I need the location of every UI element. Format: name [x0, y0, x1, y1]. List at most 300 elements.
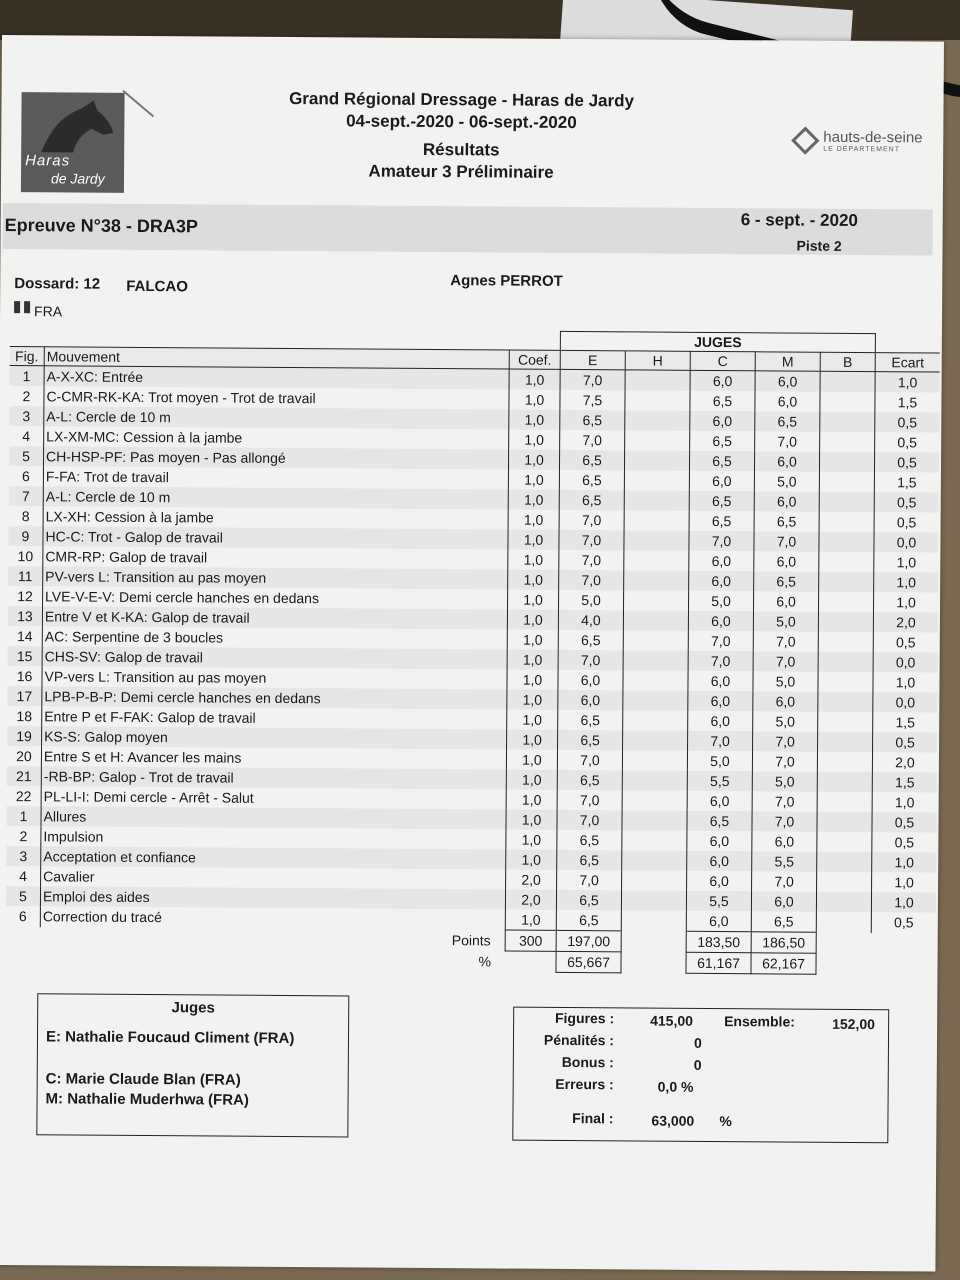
table-cell: CH-HSP-PF: Pas moyen - Pas allongé [43, 446, 508, 469]
logo-text-2: de Jardy [50, 170, 105, 187]
table-cell: 6,5 [558, 710, 623, 730]
category-title: Amateur 3 Préliminaire [368, 161, 554, 182]
table-cell [621, 890, 686, 910]
table-cell: 1,0 [509, 369, 560, 390]
table-cell: 6,5 [754, 511, 819, 531]
table-cell: 1,0 [895, 674, 916, 691]
table-cell: 1,0 [894, 794, 915, 811]
table-cell: 19 [7, 726, 42, 746]
table-cell: 7,0 [557, 870, 622, 890]
table-cell: 5,5 [686, 891, 751, 911]
table-cell: 6,5 [556, 890, 621, 910]
table-cell [621, 910, 686, 931]
table-cell [819, 472, 874, 492]
table-cell: 16 [7, 666, 42, 686]
table-cell: 5,0 [688, 591, 753, 611]
table-cell: 0,5 [896, 514, 917, 531]
table-cell: 0,5 [874, 452, 939, 472]
table-cell: 1,0 [506, 830, 557, 850]
table-cell: 12 [8, 586, 43, 606]
table-cell [818, 592, 873, 612]
table-cell: 1,0 [508, 530, 559, 550]
table-cell: 7,5 [560, 390, 625, 410]
table-cell: 6 [6, 906, 41, 927]
table-cell: Entre V et K-KA: Galop de travail [42, 606, 507, 629]
table-cell: 1,0 [896, 554, 917, 571]
table-cell: 7,0 [557, 790, 622, 810]
table-cell: PL-LI-I: Demi cercle - Arrêt - Salut [41, 786, 506, 809]
table-cell [622, 830, 687, 850]
table-cell [624, 570, 689, 590]
bonus-value: 0 [693, 1056, 702, 1073]
table-cell: 1,5 [897, 394, 918, 411]
table-cell: 6,0 [689, 471, 754, 491]
table-cell: 6,0 [754, 451, 819, 471]
table-cell [624, 550, 689, 570]
table-cell [622, 870, 687, 890]
table-cell [622, 790, 687, 810]
table-cell [818, 712, 873, 732]
table-cell [622, 750, 687, 770]
table-cell: 1,0 [508, 490, 559, 510]
results-sheet [0, 35, 944, 1272]
ensemble-value: 152,00 [832, 1015, 875, 1033]
penalites-value: 0 [693, 1034, 702, 1051]
table-cell: LVE-V-E-V: Demi cercle hanches en dedans [43, 586, 508, 609]
column-header: Ecart [875, 353, 940, 372]
table-cell: 1,0 [505, 910, 556, 931]
table-cell [624, 510, 689, 530]
table-cell: 6 [9, 466, 44, 486]
table-cell: 7,0 [752, 871, 817, 891]
table-cell: 7,0 [753, 651, 818, 671]
table-cell [819, 492, 874, 512]
table-cell: 1,0 [508, 570, 559, 590]
table-cell: Impulsion [41, 826, 506, 849]
table-cell: 7,0 [557, 750, 622, 770]
table-cell: 0,5 [894, 834, 915, 851]
table-cell: 1,0 [894, 874, 914, 891]
table-cell: Acceptation et confiance [41, 846, 506, 869]
haras-de-jardy-logo [21, 92, 125, 193]
table-cell: 1,0 [506, 750, 557, 770]
table-cell: 1,0 [508, 550, 559, 570]
column-header: E [560, 350, 625, 369]
table-cell: 2 [9, 386, 44, 406]
table-cell: 7,0 [753, 631, 818, 651]
table-cell [623, 730, 688, 750]
table-cell: 1,0 [506, 850, 557, 870]
table-cell: 6,0 [558, 690, 623, 710]
horse-name: FALCAO [126, 277, 188, 296]
table-cell: 6,0 [687, 871, 752, 891]
table-cell [625, 430, 690, 450]
table-cell [818, 672, 873, 692]
table-cell: 1,0 [507, 650, 558, 670]
erreurs-value: 0,0 % [657, 1078, 694, 1095]
table-cell [817, 852, 872, 872]
table-cell: 7 [9, 486, 44, 506]
judges-title: Juges [171, 999, 215, 1017]
table-cell: 6,5 [559, 490, 624, 510]
table-cell: 1,0 [896, 594, 916, 611]
results-title: Résultats [422, 139, 500, 160]
table-cell: VP-vers L: Transition au pas moyen [42, 666, 507, 689]
table-cell: 6,0 [558, 670, 623, 690]
bonus-label: Bonus : [561, 1053, 614, 1071]
table-cell: Correction du tracé [40, 906, 505, 930]
ensemble-label: Ensemble: [724, 1013, 796, 1030]
table-cell [818, 692, 873, 712]
table-cell: 1,0 [506, 770, 557, 790]
event-title: Grand Régional Dressage - Haras de Jardy [289, 89, 635, 111]
table-cell: 7,0 [559, 510, 624, 530]
table-cell: 6,0 [755, 371, 820, 392]
table-cell: 6,5 [557, 850, 622, 870]
table-cell: 7,0 [557, 810, 622, 830]
table-cell: 1,0 [508, 590, 559, 610]
table-cell: 2,0 [895, 754, 915, 771]
judges-box [36, 993, 349, 1137]
table-cell: KS-S: Galop moyen [42, 726, 507, 749]
table-cell: 0,5 [873, 732, 938, 752]
table-cell: CMR-RP: Galop de travail [43, 546, 508, 569]
table-cell [819, 512, 874, 532]
table-cell: Cavalier [41, 866, 506, 889]
table-cell: 7,0 [559, 570, 624, 590]
table-cell: 5,0 [687, 751, 752, 771]
table-cell: 18 [7, 706, 42, 726]
table-cell: 6,5 [690, 391, 755, 411]
table-cell: 6,0 [688, 611, 753, 631]
table-cell: Allures [41, 806, 506, 829]
judge-e: E: Nathalie Foucaud Climent (FRA) [45, 1028, 295, 1048]
table-cell: 0,5 [894, 914, 914, 931]
table-cell: 7,0 [753, 731, 818, 751]
table-cell: 6,5 [689, 451, 754, 471]
table-cell: PV-vers L: Transition au pas moyen [43, 566, 508, 589]
table-cell: 6,0 [753, 591, 818, 611]
table-cell: 0,5 [875, 412, 940, 432]
table-cell [817, 872, 872, 892]
table-cell: 7,0 [560, 369, 625, 390]
column-header: B [820, 352, 875, 371]
percent-label: % [478, 953, 492, 970]
points-label: Points [451, 932, 491, 949]
table-cell: Emploi des aides [40, 886, 505, 909]
table-cell: 6,5 [687, 811, 752, 831]
table-cell: 5,0 [753, 671, 818, 691]
table-cell [820, 392, 875, 412]
logo-stroke [122, 90, 154, 117]
points-c: 183,50 [686, 931, 751, 952]
table-cell [817, 792, 872, 812]
table-cell: 1,0 [508, 510, 559, 530]
table-cell: 1,0 [872, 852, 937, 872]
column-header: C [690, 351, 755, 370]
table-cell: 1,0 [871, 892, 936, 912]
table-cell: AC: Serpentine de 3 boucles [42, 626, 507, 649]
table-cell [624, 450, 689, 470]
table-cell [819, 452, 874, 472]
table-body [6, 366, 940, 933]
table-cell [820, 432, 875, 452]
table-cell: 0,0 [873, 692, 938, 712]
table-cell: LX-XH: Cession à la jambe [43, 506, 508, 529]
table-cell: 6,5 [754, 571, 819, 591]
table-cell: 6,0 [686, 911, 751, 932]
hauts-de-seine-logo [797, 129, 922, 154]
table-cell: 5,5 [687, 771, 752, 791]
table-cell: 2,0 [506, 870, 557, 890]
table-cell [623, 610, 688, 630]
column-header: H [625, 351, 690, 370]
table-cell: 3 [6, 846, 41, 866]
table-cell: 7,0 [688, 731, 753, 751]
table-cell: 6,5 [751, 911, 816, 932]
table-cell: 9 [8, 526, 43, 546]
table-cell: 13 [8, 606, 43, 626]
table-cell [624, 470, 689, 490]
table-cell: 6,5 [690, 431, 755, 451]
table-cell [819, 552, 874, 572]
table-cell: 6,0 [755, 391, 820, 411]
table-cell: Entre P et F-FAK: Galop de travail [42, 706, 507, 729]
table-cell: 5,0 [559, 590, 624, 610]
table-cell: 1,0 [508, 470, 559, 490]
table-cell: 1,0 [507, 630, 558, 650]
judge-c: C: Marie Claude Blan (FRA) [45, 1070, 241, 1089]
table-cell: 1,0 [509, 390, 560, 410]
table-cell: 5,0 [753, 611, 818, 631]
table-cell: A-X-XC: Entrée [44, 366, 509, 390]
table-cell [623, 710, 688, 730]
table-cell: 6,0 [687, 851, 752, 871]
table-cell [622, 850, 687, 870]
table-cell [816, 912, 871, 933]
table-cell: CHS-SV: Galop de travail [42, 646, 507, 669]
horse-head-icon [31, 98, 115, 153]
table-cell: 15 [8, 646, 43, 666]
table-cell: 5,0 [754, 471, 819, 491]
table-cell: 6,5 [559, 450, 624, 470]
table-cell: 0,5 [895, 634, 916, 651]
table-cell: 2,0 [873, 612, 938, 632]
percent-c: 61,167 [686, 952, 751, 973]
table-cell: 4 [6, 866, 41, 886]
erreurs-label: Erreurs : [555, 1075, 614, 1093]
table-cell [818, 732, 873, 752]
percent-m: 62,167 [751, 953, 816, 974]
hds-text: hauts-de-seine [823, 128, 923, 147]
points-e: 197,00 [556, 930, 621, 951]
table-cell: 5 [9, 446, 44, 466]
table-cell: 6,5 [560, 410, 625, 430]
table-cell: 6,5 [559, 470, 624, 490]
percent-e: 65,667 [556, 951, 621, 972]
table-cell: 7,0 [754, 531, 819, 551]
table-cell: 6,0 [754, 551, 819, 571]
table-cell: 1,0 [506, 810, 557, 830]
judge-m: M: Nathalie Muderhwa (FRA) [45, 1090, 249, 1109]
table-cell: 5 [6, 886, 41, 906]
table-cell: 2,0 [505, 890, 556, 910]
table-cell: 7,0 [688, 651, 753, 671]
table-cell: 1,5 [895, 714, 916, 731]
table-cell: 1,0 [509, 410, 560, 430]
table-cell [818, 652, 873, 672]
table-cell: 6,5 [755, 411, 820, 431]
table-cell: 6,0 [753, 691, 818, 711]
column-header: Coef. [509, 350, 560, 369]
table-cell [623, 670, 688, 690]
table-cell: 14 [8, 626, 43, 646]
table-cell: HC-C: Trot - Galop de travail [43, 526, 508, 549]
table-cell: 0,5 [872, 812, 937, 832]
table-cell: 1,0 [874, 572, 939, 592]
penalites-label: Pénalités : [543, 1031, 615, 1049]
table-cell: 1,0 [507, 610, 558, 630]
table-cell: 0,0 [873, 652, 938, 672]
table-cell: 6,0 [689, 571, 754, 591]
juges-header: JUGES [560, 331, 875, 352]
table-cell: 6,5 [556, 910, 621, 931]
table-cell: 6,0 [687, 831, 752, 851]
table-cell [820, 412, 875, 432]
table-cell: 1,0 [508, 450, 559, 470]
table-cell: 7,0 [688, 631, 753, 651]
summary-box [512, 1007, 889, 1144]
table-cell: 1 [6, 806, 41, 826]
table-cell [624, 530, 689, 550]
table-cell [818, 632, 873, 652]
table-cell [622, 810, 687, 830]
table-cell [817, 752, 872, 772]
final-unit: % [719, 1113, 732, 1130]
epreuve-piste: Piste 2 [796, 237, 842, 254]
table-cell [625, 410, 690, 430]
table-cell: Entre S et H: Avancer les mains [41, 746, 506, 769]
event-dates: 04-sept.-2020 - 06-sept.-2020 [346, 111, 577, 133]
table-cell [819, 532, 874, 552]
table-cell: 6,5 [558, 630, 623, 650]
table-cell: 7,0 [560, 430, 625, 450]
column-header: Fig. [10, 347, 45, 366]
final-value: 63,000 [651, 1112, 695, 1129]
table-cell: 0,5 [897, 434, 917, 451]
table-cell: 1,0 [506, 790, 557, 810]
table-cell: 7,0 [755, 431, 820, 451]
table-cell: 1 [10, 366, 45, 387]
table-cell [622, 770, 687, 790]
table-cell: 1,0 [507, 670, 558, 690]
table-cell: 6,0 [688, 671, 753, 691]
column-header: M [755, 352, 820, 371]
table-cell: 7,0 [689, 531, 754, 551]
table-cell: 21 [7, 766, 42, 786]
table-cell: 6,0 [688, 711, 753, 731]
table-cell [819, 572, 874, 592]
table-cell [817, 772, 872, 792]
table-cell [623, 690, 688, 710]
table-cell: 1,0 [875, 372, 940, 393]
table-cell [623, 650, 688, 670]
rider-name: Agnes PERROT [450, 272, 563, 290]
table-cell: 6,5 [557, 830, 622, 850]
department-icon [791, 126, 819, 154]
table-cell: 6,5 [558, 730, 623, 750]
epreuve-date: 6 - sept. - 2020 [740, 210, 858, 230]
table-cell: 5,0 [752, 771, 817, 791]
table-cell: A-L: Cercle de 10 m [44, 406, 509, 429]
points-m: 186,50 [751, 932, 816, 953]
table-cell: 6,0 [751, 891, 816, 911]
table-cell: 6,0 [689, 551, 754, 571]
figures-label: Figures : [554, 1009, 615, 1027]
table-cell: 4 [9, 426, 44, 446]
table-cell: 17 [7, 686, 42, 706]
table-cell: C-CMR-RK-KA: Trot moyen - Trot de travail [44, 386, 509, 409]
table-cell: 6,5 [689, 511, 754, 531]
table-cell: 6,0 [752, 831, 817, 851]
table-cell: LX-XM-MC: Cession à la jambe [44, 426, 509, 449]
table-cell [623, 630, 688, 650]
flag-icon [14, 301, 20, 313]
table-cell [624, 490, 689, 510]
table-cell: 6,0 [754, 491, 819, 511]
figures-value: 415,00 [650, 1012, 694, 1029]
table-cell: 1,5 [897, 474, 917, 491]
table-cell: 5,5 [752, 851, 817, 871]
table-cell: 1,0 [507, 690, 558, 710]
table-cell: 4,0 [558, 610, 623, 630]
dossard: Dossard: 12 [14, 275, 101, 293]
table-cell [818, 612, 873, 632]
table-cell: 1,0 [507, 730, 558, 750]
table-cell [817, 812, 872, 832]
table-cell: -RB-BP: Galop - Trot de travail [41, 766, 506, 789]
flag-icon [24, 301, 30, 313]
hds-sub: LE DÉPARTEMENT [823, 145, 901, 154]
table-cell: 7,0 [559, 530, 624, 550]
table-cell: 0,5 [874, 492, 939, 512]
table-cell: 7,0 [558, 650, 623, 670]
table-cell [817, 832, 872, 852]
table-cell: 6,0 [690, 370, 755, 391]
table-cell: F-FA: Trot de travail [43, 466, 508, 489]
epreuve-label: Epreuve N°38 - DRA3P [4, 215, 199, 237]
points-coef: 300 [505, 930, 556, 951]
final-label: Final : [572, 1110, 614, 1127]
table-cell [625, 370, 690, 391]
table-cell [816, 892, 871, 912]
table-cell: 6,0 [687, 791, 752, 811]
table-cell: 6,5 [557, 770, 622, 790]
table-cell [623, 590, 688, 610]
table-cell: A-L: Cercle de 10 m [43, 486, 508, 509]
table-cell: 10 [8, 546, 43, 566]
table-cell: 1,0 [509, 430, 560, 450]
table-cell: 7,0 [752, 791, 817, 811]
logo-text-1: Haras [25, 152, 71, 170]
table-cell: 1,5 [872, 772, 937, 792]
table-cell: 6,5 [689, 491, 754, 511]
table-cell: 1,0 [507, 710, 558, 730]
scores-table [5, 327, 939, 975]
table-cell: 5,0 [753, 711, 818, 731]
table-cell: 7,0 [559, 550, 624, 570]
table-cell [625, 390, 690, 410]
